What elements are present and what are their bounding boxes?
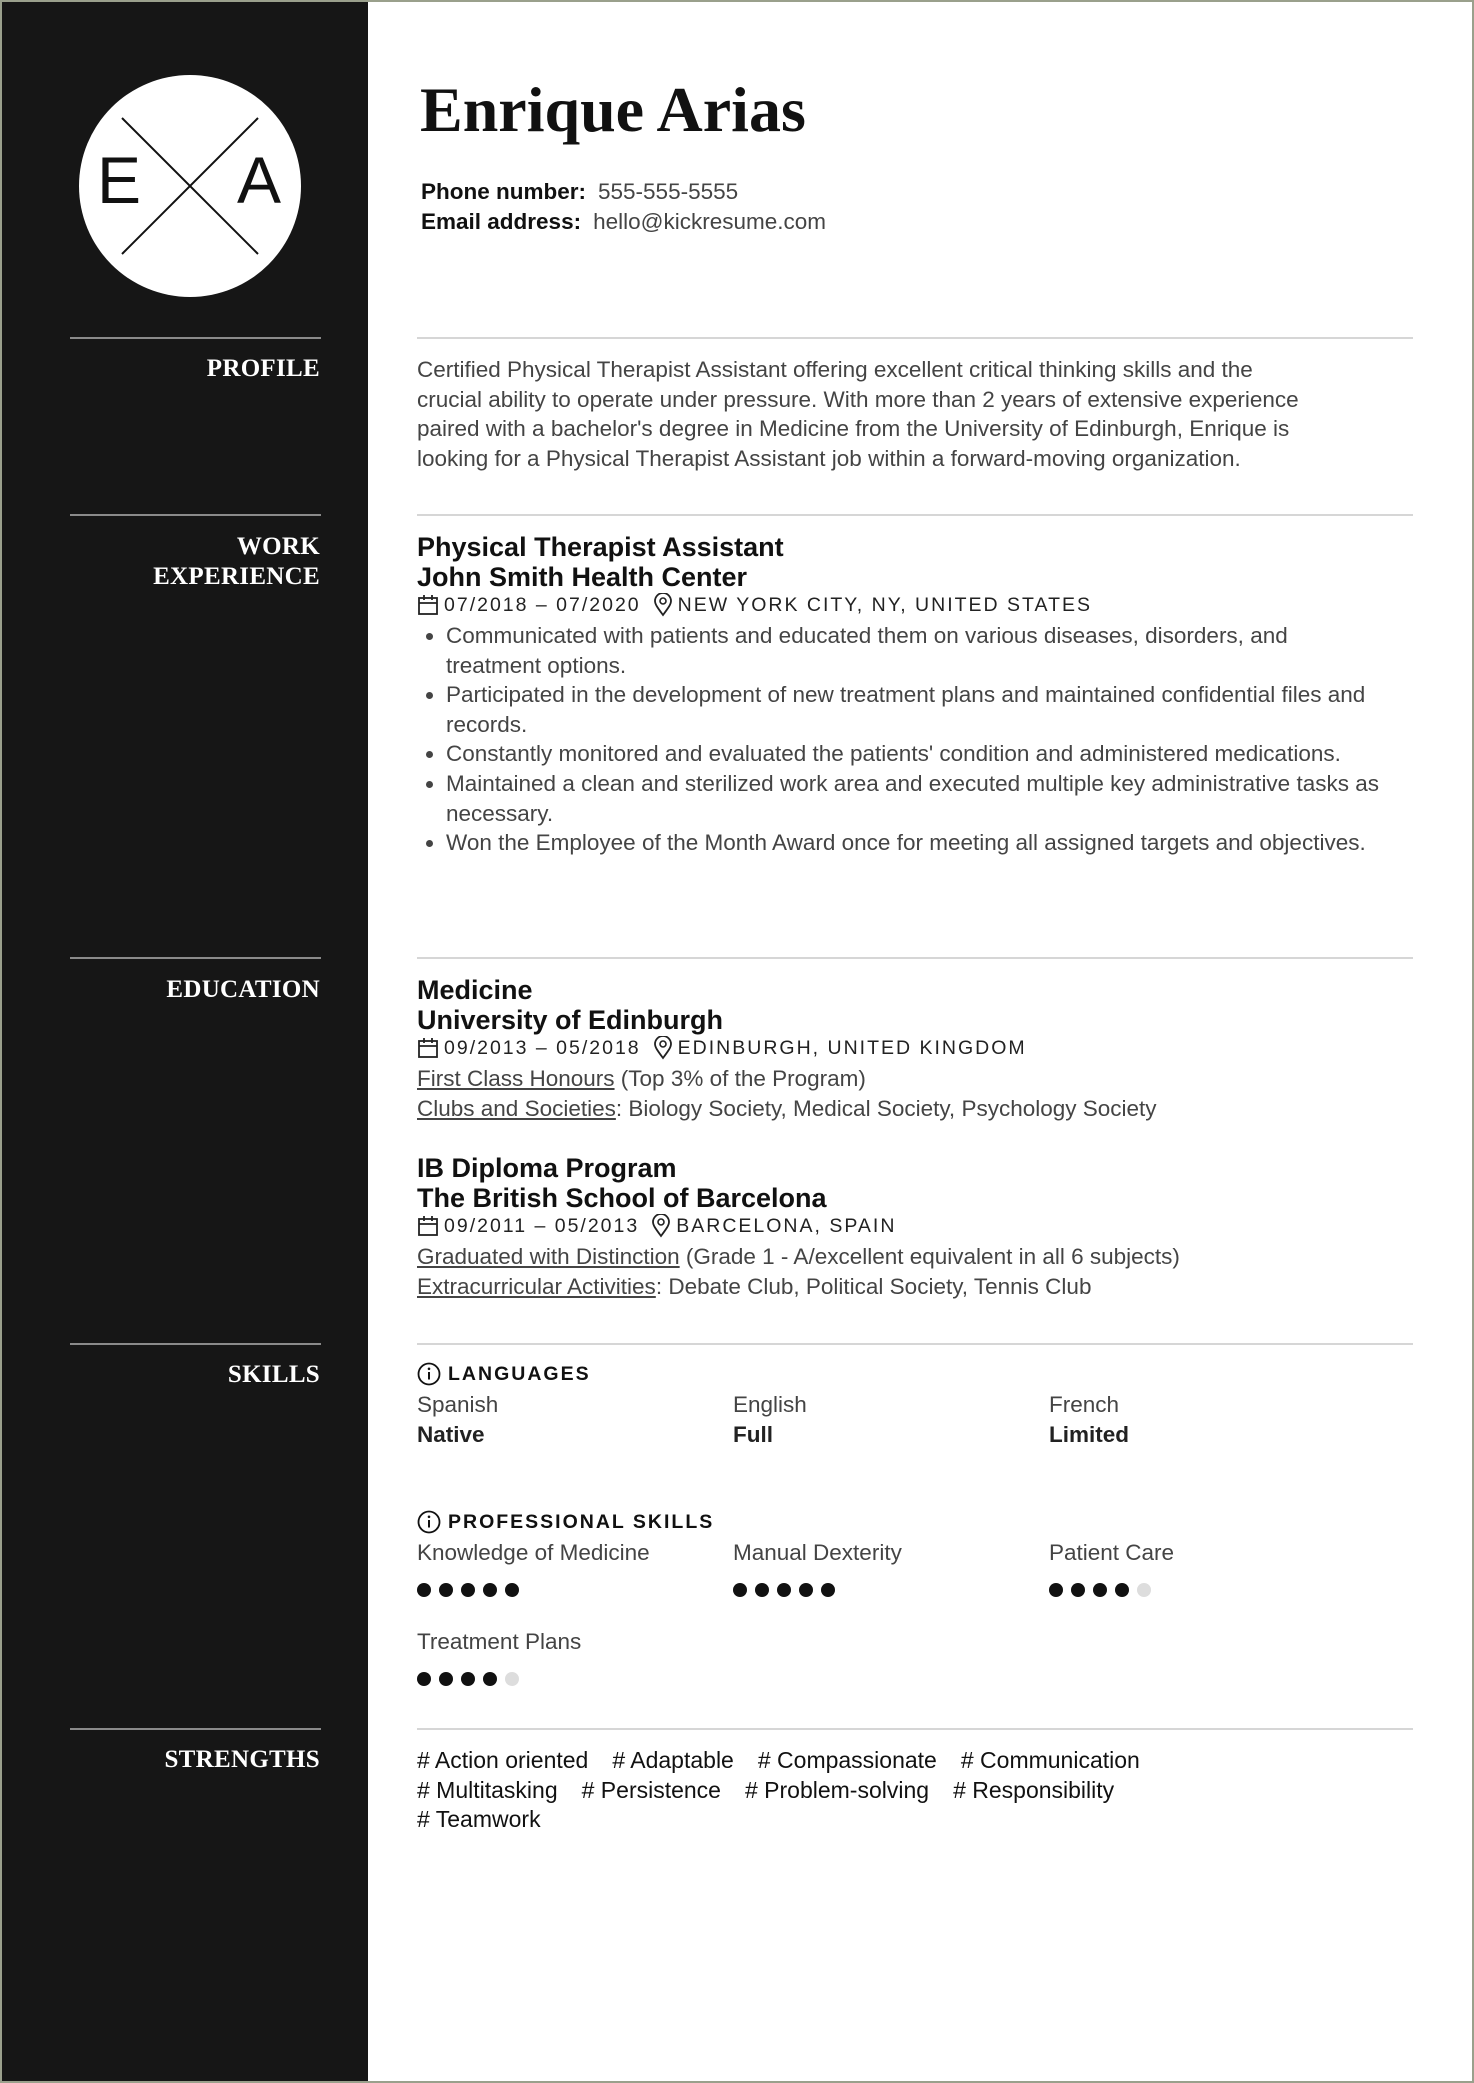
section-title-work-line1: WORK — [236, 533, 320, 560]
rating-dot-filled — [461, 1672, 475, 1686]
rating-dot-filled — [755, 1583, 769, 1597]
rating-dot-filled — [461, 1583, 475, 1597]
edu-activities — [417, 1094, 1157, 1124]
rating-dot-filled — [1093, 1583, 1107, 1597]
info-icon — [417, 1510, 441, 1534]
job-meta — [417, 592, 1092, 618]
email-row — [421, 207, 826, 237]
rating-dot-filled — [483, 1672, 497, 1686]
rating-dot-filled — [777, 1583, 791, 1597]
strength-row — [417, 1805, 1417, 1835]
strength-tag: # Persistence — [581, 1776, 721, 1803]
job-title: Physical Therapist Assistant — [417, 532, 784, 562]
edu-dates: 09/2011 – 05/2013 — [444, 1215, 640, 1237]
calendar-icon — [417, 594, 439, 616]
edu-activities — [417, 1272, 1091, 1302]
strength-tag: # Action oriented — [417, 1747, 589, 1773]
info-icon — [417, 1362, 441, 1386]
location-pin-icon — [651, 1214, 671, 1238]
section-title-education: EDUCATION — [166, 976, 320, 1003]
rating-dot-filled — [821, 1583, 835, 1597]
location-pin-icon — [653, 593, 673, 617]
strength-row — [417, 1776, 1417, 1806]
language-item — [733, 1390, 807, 1450]
divider-education — [417, 957, 1413, 959]
rating-dot-empty — [1137, 1583, 1151, 1597]
skill-rating — [1049, 1583, 1151, 1597]
rating-dot-filled — [1115, 1583, 1129, 1597]
edu-school: The British School of Barcelona — [417, 1183, 827, 1213]
edu-degree: IB Diploma Program — [417, 1153, 677, 1183]
edu-honours-detail: (Grade 1 - A/excellent equivalent in all 6 subjects) — [679, 1244, 1180, 1269]
monogram-initial-a: A — [237, 143, 282, 217]
skill-rating — [417, 1672, 519, 1686]
section-title-strengths: STRENGTHS — [164, 1746, 320, 1773]
languages-heading — [417, 1361, 591, 1387]
edu-honours-label: Graduated with Distinction — [417, 1244, 680, 1269]
edu-meta — [417, 1035, 1027, 1061]
edu-degree: Medicine — [417, 975, 533, 1005]
strength-tags — [417, 1746, 1417, 1835]
edu-location: EDINBURGH, UNITED KINGDOM — [677, 1037, 1027, 1059]
language-level: Native — [417, 1422, 485, 1447]
edu-honours-detail: (Top 3% of the Program) — [614, 1066, 866, 1091]
section-title-work — [20, 532, 320, 592]
language-name: French — [1049, 1392, 1120, 1417]
rating-dot-filled — [733, 1583, 747, 1597]
rating-dot-empty — [505, 1672, 519, 1686]
calendar-icon — [417, 1215, 439, 1237]
strength-tag: # Responsibility — [953, 1776, 1115, 1803]
section-title-skills: SKILLS — [227, 1361, 320, 1388]
edu-school: University of Edinburgh — [417, 1005, 724, 1035]
edu-dates: 09/2013 – 05/2018 — [444, 1037, 641, 1059]
section-title-work-line2: EXPERIENCE — [153, 563, 320, 590]
phone-row — [421, 177, 738, 207]
edu-honours-label: First Class Honours — [417, 1066, 615, 1091]
email-label: Email address: — [421, 209, 582, 234]
rating-dot-filled — [1049, 1583, 1063, 1597]
language-level: Full — [733, 1422, 773, 1447]
edu-honours — [417, 1242, 1180, 1272]
candidate-name: Enrique Arias — [420, 74, 806, 145]
edu-activities-label: Extracurricular Activities — [417, 1274, 656, 1299]
job-location: NEW YORK CITY, NY, UNITED STATES — [677, 594, 1092, 616]
rating-dot-filled — [505, 1583, 519, 1597]
divider-profile — [417, 337, 1413, 339]
phone-value: 555-555-5555 — [598, 179, 739, 204]
professional-skills-heading — [417, 1509, 714, 1535]
rating-dot-filled — [799, 1583, 813, 1597]
sidebar-divider-strengths — [70, 1728, 321, 1730]
languages-heading-text: LANGUAGES — [448, 1363, 591, 1385]
language-level: Limited — [1049, 1422, 1130, 1447]
sidebar-divider-profile — [70, 337, 321, 339]
skill-rating — [417, 1583, 519, 1597]
edu-location: BARCELONA, SPAIN — [676, 1215, 897, 1237]
edu-meta — [417, 1213, 896, 1239]
job-bullet: • Maintained a clean and sterilized work area and executed multiple key administrative tasks as necessary. — [446, 769, 1386, 828]
rating-dot-filled — [439, 1583, 453, 1597]
job-bullet: • Won the Employee of the Month Award once for meeting all assigned targets and objectives. — [446, 828, 1386, 858]
strength-tag: # Teamwork — [417, 1806, 541, 1833]
job-dates: 07/2018 – 07/2020 — [444, 594, 641, 616]
language-item — [417, 1390, 498, 1450]
monogram-logo — [79, 75, 301, 297]
strength-tag: # Multitasking — [417, 1776, 558, 1803]
phone-label: Phone number: — [421, 179, 587, 204]
rating-dot-filled — [483, 1583, 497, 1597]
strength-tag: # Communication — [960, 1747, 1140, 1773]
divider-skills — [417, 1343, 1413, 1345]
profile-line: paired with a bachelor's degree in Medicine from the University of Edinburgh, Enrique is — [417, 416, 1290, 442]
skill-name: Treatment Plans — [417, 1629, 582, 1654]
skill-rating — [733, 1583, 835, 1597]
edu-activities-detail: : Debate Club, Political Society, Tennis Club — [655, 1274, 1092, 1299]
language-name: Spanish — [417, 1392, 499, 1417]
email-value: hello@kickresume.com — [593, 209, 826, 234]
profile-summary — [417, 355, 1417, 473]
job-bullet: • Communicated with patients and educated them on various diseases, disorders, and treatment options. — [446, 621, 1386, 680]
skill-name: Manual Dexterity — [733, 1540, 902, 1565]
job-bullet: • Constantly monitored and evaluated the patients' condition and administered medications. — [446, 739, 1386, 769]
profile-line: Certified Physical Therapist Assistant offering excellent critical thinking skills and the — [417, 357, 1253, 382]
strength-row — [417, 1746, 1417, 1776]
divider-work — [417, 514, 1413, 516]
sidebar-divider-work — [70, 514, 321, 516]
edu-honours — [417, 1064, 866, 1094]
rating-dot-filled — [417, 1583, 431, 1597]
language-name: English — [733, 1392, 807, 1417]
job-bullets — [417, 621, 1386, 858]
skill-name: Knowledge of Medicine — [417, 1540, 650, 1565]
profile-line: looking for a Physical Therapist Assistant job within a forward-moving organization. — [417, 445, 1241, 471]
strength-tag: # Problem-solving — [744, 1776, 930, 1803]
professional-skills-heading-text: PROFESSIONAL SKILLS — [448, 1511, 715, 1533]
divider-strengths — [417, 1728, 1413, 1730]
sidebar-divider-education — [70, 957, 321, 959]
sidebar-divider-skills — [70, 1343, 321, 1345]
strength-tag: # Adaptable — [612, 1747, 734, 1773]
location-pin-icon — [653, 1036, 673, 1060]
calendar-icon — [417, 1037, 439, 1059]
edu-activities-label: Clubs and Societies — [417, 1096, 616, 1121]
language-item — [1049, 1390, 1129, 1450]
section-title-profile: PROFILE — [206, 355, 320, 382]
job-company: John Smith Health Center — [417, 562, 748, 592]
rating-dot-filled — [417, 1672, 431, 1686]
skill-name: Patient Care — [1049, 1540, 1175, 1565]
job-bullet: • Participated in the development of new treatment plans and maintained confidential files and records. — [446, 680, 1386, 739]
edu-activities-detail: : Biology Society, Medical Society, Psychology Society — [615, 1096, 1157, 1121]
strength-tag: # Compassionate — [757, 1747, 937, 1773]
rating-dot-filled — [439, 1672, 453, 1686]
monogram-initial-e: E — [97, 143, 142, 217]
rating-dot-filled — [1071, 1583, 1085, 1597]
profile-line: crucial ability to operate under pressure. With more than 2 years of extensive experience — [417, 386, 1299, 412]
